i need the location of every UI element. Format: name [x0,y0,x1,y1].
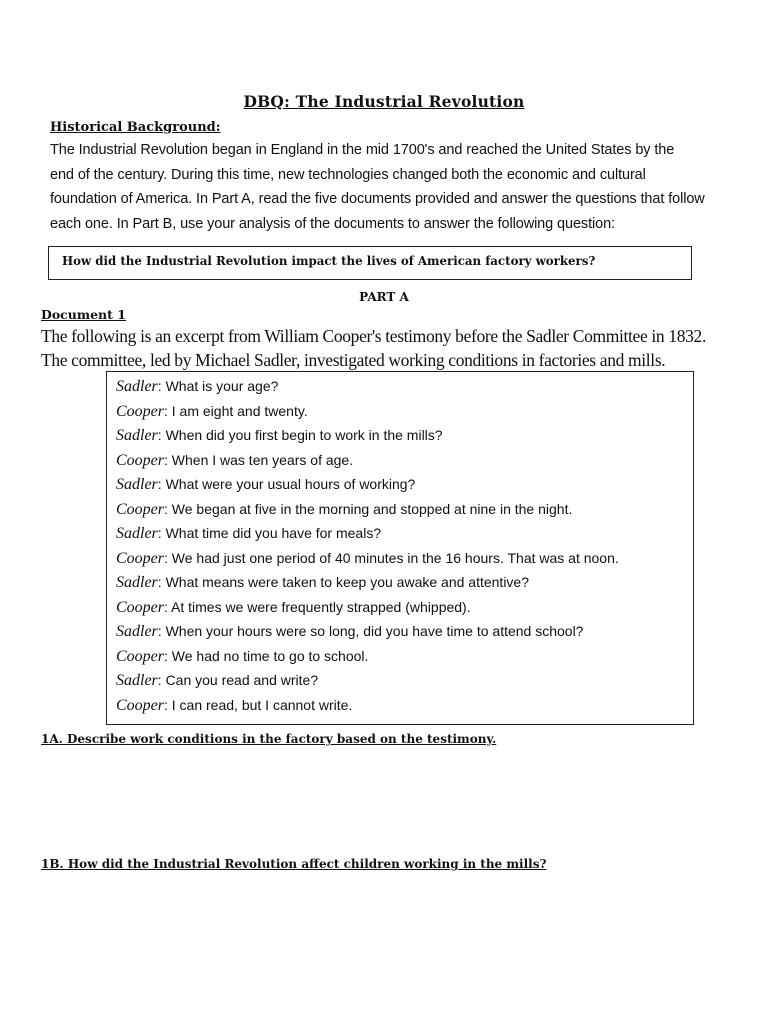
testimony-text: What means were taken to keep you awake and attentive? [165,574,530,590]
part-a-heading: PART A [359,290,409,304]
testimony-line [116,472,415,497]
speaker-name: Sadler [116,427,158,444]
testimony-text: I am eight and twenty. [171,402,308,419]
speaker-name: Sadler [116,623,158,640]
speaker-name: Sadler [116,672,158,689]
testimony-line [116,619,583,644]
historical-background-label: Historical Background: [50,120,221,135]
background-line: each one. In Part B, use your analysis of the documents to answer the following question: [50,215,615,232]
speaker-colon: : [157,623,166,639]
testimony-text: We had no time to go to school. [171,647,369,664]
speaker-name: Cooper [116,696,164,714]
testimony-line [116,521,381,546]
speaker-name: Sadler [116,574,158,591]
speaker-colon: : [164,696,172,713]
speaker-name: Sadler [116,476,158,493]
testimony-text: Can you read and write? [165,672,319,688]
background-line: end of the century. During this time, new technologies changed both the economic and cultural [50,166,646,183]
speaker-colon: : [164,647,172,664]
speaker-colon: : [164,549,172,566]
historical-background-text [50,138,710,236]
document-label: Document 1 [41,307,126,322]
speaker-colon: : [157,525,166,541]
speaker-colon: : [164,598,172,615]
speaker-colon: : [157,427,166,443]
speaker-name: Cooper [116,402,164,420]
speaker-name: Cooper [116,451,164,469]
question-1a: 1A. Describe work conditions in the factory based on the testimony. [41,732,497,746]
testimony-text: What were your usual hours of working? [165,476,416,492]
speaker-name: Sadler [116,525,158,542]
testimony-line [116,399,308,424]
testimony-text: I can read, but I cannot write. [171,696,353,713]
speaker-name: Cooper [116,598,164,616]
speaker-colon: : [157,378,166,394]
testimony-line [116,595,471,620]
testimony-text: What time did you have for meals? [165,525,382,541]
testimony-text: We began at five in the morning and stopped at nine in the night. [171,500,573,517]
testimony-line [116,570,529,595]
speaker-name: Cooper [116,549,164,567]
testimony-text: At times we were frequently strapped (whipped). [171,598,471,615]
testimony-text: When did you first begin to work in the mills? [165,427,443,443]
document-intro [41,324,741,372]
testimony-line [116,374,278,399]
document-intro-line: The following is an excerpt from William Cooper's testimony before the Sadler Committee in 1832. [41,326,706,346]
testimony-line [116,448,353,473]
speaker-colon: : [164,500,172,517]
speaker-colon: : [157,574,166,590]
speaker-colon: : [164,402,172,419]
speaker-colon: : [164,451,172,468]
essay-question: How did the Industrial Revolution impact the lives of American factory workers? [62,254,596,268]
testimony-line [116,644,368,669]
testimony-line [116,546,619,571]
speaker-name: Sadler [116,378,158,395]
page-title: DBQ: The Industrial Revolution [243,92,525,111]
testimony-text: We had just one period of 40 minutes in the 16 hours. That was at noon. [171,549,619,566]
background-line: foundation of America. In Part A, read the five documents provided and answer the questions that follow [50,191,705,207]
testimony-text: When I was ten years of age. [171,451,354,468]
testimony-line [116,668,318,693]
testimony-line [116,693,352,718]
speaker-colon: : [157,476,166,492]
document-intro-line: The committee, led by Michael Sadler, investigated working conditions in factories and mills. [41,350,666,370]
speaker-colon: : [157,672,166,688]
speaker-name: Cooper [116,500,164,518]
question-1b: 1B. How did the Industrial Revolution affect children working in the mills? [41,857,547,871]
speaker-name: Cooper [116,647,164,665]
testimony-text: When your hours were so long, did you have time to attend school? [165,623,584,639]
testimony-line [116,497,572,522]
testimony-text: What is your age? [165,378,279,394]
background-line: The Industrial Revolution began in England in the mid 1700's and reached the United States by the [50,142,675,158]
testimony-line [116,423,443,448]
